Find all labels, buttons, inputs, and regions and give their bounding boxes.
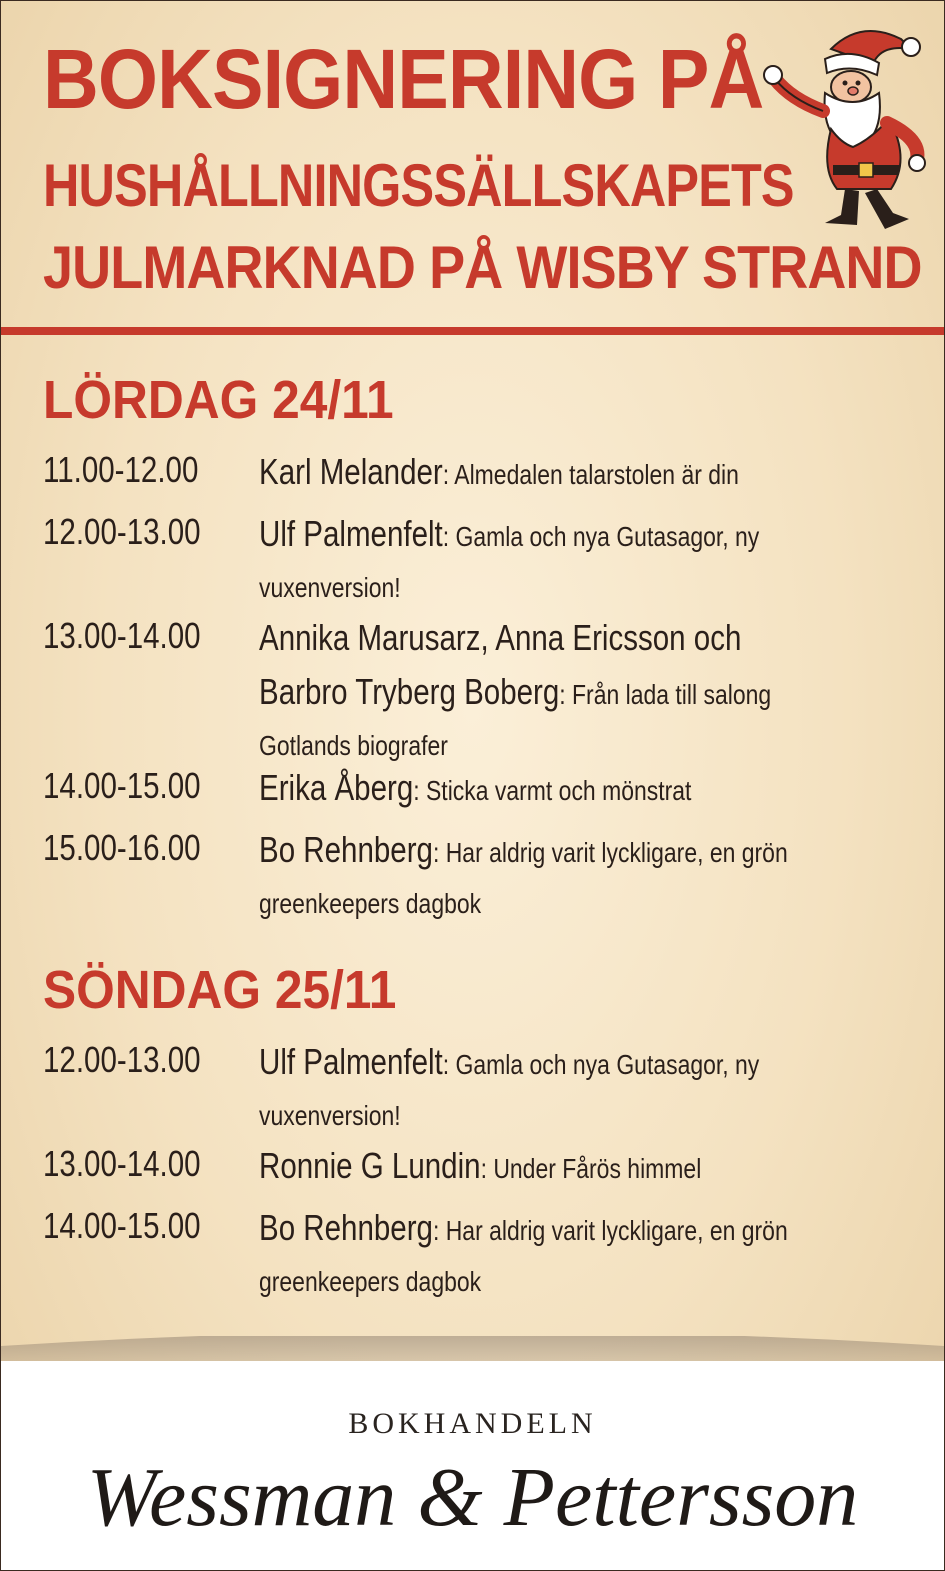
santa-icon <box>761 19 931 239</box>
event-time: 13.00-14.00 <box>43 615 201 656</box>
title-line-3: JULMARKNAD PÅ WISBY STRAND <box>43 234 922 301</box>
store-name-top: BOKHANDELN <box>348 1407 597 1440</box>
event-time: 14.00-15.00 <box>43 1205 201 1246</box>
book-title: : Har aldrig varit lyckligare, en grön greenkeepers dagbok <box>259 1215 788 1297</box>
header-divider <box>1 327 944 335</box>
author-name: Karl Melander <box>259 451 443 492</box>
author-name: Bo Rehnberg <box>259 829 433 870</box>
author-name: Ulf Palmenfelt <box>259 513 443 554</box>
author-name: Ulf Palmenfelt <box>259 1041 443 1082</box>
author-name: Erika Åberg <box>259 767 414 808</box>
author-name: Ronnie G Lundin <box>259 1145 481 1186</box>
day-heading-saturday: LÖRDAG 24/11 <box>43 370 394 430</box>
book-title: : Från lada till salong Gotlands biografer <box>259 679 772 761</box>
event-time: 11.00-12.00 <box>43 449 199 490</box>
book-title: : Har aldrig varit lyckligare, en grön greenkeepers dagbok <box>259 837 788 919</box>
book-title: : Under Fårös himmel <box>480 1153 702 1184</box>
book-title: : Gamla och nya Gutasagor, ny vuxenversion! <box>259 521 760 603</box>
event-time: 12.00-13.00 <box>43 1039 201 1080</box>
event-time: 15.00-16.00 <box>43 827 201 868</box>
book-title: : Sticka varmt och mönstrat <box>413 775 692 806</box>
author-name: Bo Rehnberg <box>259 1207 433 1248</box>
event-time: 12.00-13.00 <box>43 511 201 552</box>
title-line-1: BOKSIGNERING PÅ <box>43 32 764 126</box>
event-time: 14.00-15.00 <box>43 765 201 806</box>
event-time: 13.00-14.00 <box>43 1143 201 1184</box>
day-heading-sunday: SÖNDAG 25/11 <box>43 960 397 1020</box>
book-title: : Gamla och nya Gutasagor, ny vuxenversion! <box>259 1049 760 1131</box>
title-line-2: HUSHÅLLNINGSSÄLLSKAPETS <box>43 152 794 219</box>
author-name: Annika Marusarz, Anna Ericsson och Barbro Tryberg Boberg <box>259 617 742 712</box>
book-title: : Almedalen talarstolen är din <box>442 459 739 490</box>
header <box>1 1 944 327</box>
store-logo-text: Wessman & Pettersson <box>86 1451 859 1544</box>
